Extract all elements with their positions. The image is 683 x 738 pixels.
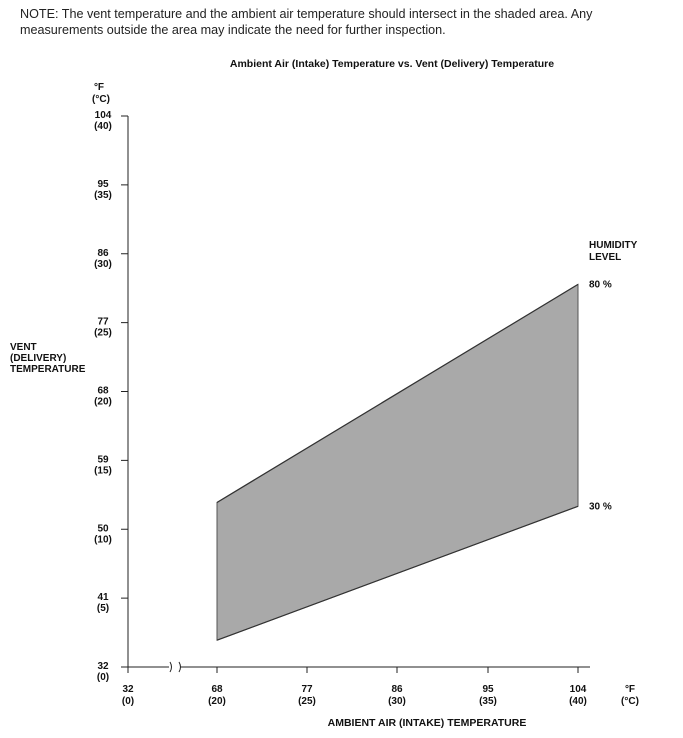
x-tick-label: 77	[301, 684, 313, 695]
x-tick-label-celsius: (40)	[569, 696, 587, 707]
x-axis-break-mark	[170, 662, 181, 672]
y-unit-f: °F	[93, 82, 105, 93]
y-tick-label-celsius: (30)	[94, 258, 112, 270]
humidity-header: HUMIDITY	[589, 240, 638, 251]
x-tick-label-celsius: (25)	[298, 696, 316, 707]
y-tick-label: 104	[94, 110, 112, 121]
x-tick-label: 104	[569, 684, 587, 695]
y-tick-label-celsius: (25)	[94, 327, 112, 339]
note-text: NOTE: The vent temperature and the ambient air temperature should intersect in the shaded area. Any measurements outside the area may indicate the need for further inspection.	[20, 7, 593, 37]
y-axis-label: (DELIVERY)	[10, 353, 67, 364]
y-tick-label-celsius: (20)	[94, 396, 112, 408]
x-tick-label: 68	[211, 684, 223, 695]
x-tick-label: 32	[122, 684, 134, 695]
y-tick-label: 59	[97, 454, 109, 466]
series-label: 80 %	[589, 279, 612, 291]
humidity-header-level: LEVEL	[589, 252, 622, 263]
x-tick-label: 95	[482, 684, 494, 695]
x-axis-label: AMBIENT AIR (INTAKE) TEMPERATURE	[327, 717, 527, 729]
y-tick-label: 77	[97, 316, 109, 328]
series-label: 30 %	[589, 501, 612, 513]
x-unit-f: °F	[624, 684, 636, 695]
x-unit-c: (°C)	[621, 696, 639, 707]
y-tick-label: 32	[97, 661, 109, 672]
x-tick-label-celsius: (0)	[121, 696, 135, 707]
x-tick-label-celsius: (30)	[388, 696, 406, 707]
y-tick-label: 95	[97, 178, 109, 190]
y-tick-label-celsius: (15)	[94, 465, 112, 477]
chart-title: Ambient Air (Intake) Temperature vs. Vent (Delivery) Temperature	[229, 58, 555, 70]
y-tick-label: 50	[97, 523, 109, 535]
y-tick-label-celsius: (5)	[96, 603, 110, 615]
y-tick-label-celsius: (0)	[96, 672, 110, 683]
x-tick-label: 86	[391, 684, 403, 695]
y-tick-label-celsius: (40)	[94, 121, 112, 132]
y-unit-c: (°C)	[92, 94, 110, 105]
y-tick-label-celsius: (35)	[94, 189, 112, 201]
y-axis-label: VENT	[10, 342, 37, 353]
y-axis-label: TEMPERATURE	[10, 364, 86, 375]
x-tick-label-celsius: (20)	[208, 696, 226, 707]
y-tick-label: 86	[97, 247, 109, 259]
x-tick-label-celsius: (35)	[479, 696, 497, 707]
y-tick-label: 41	[97, 592, 109, 604]
y-tick-label: 68	[97, 385, 109, 397]
y-tick-label-celsius: (10)	[94, 534, 112, 546]
shaded-area	[217, 284, 578, 640]
